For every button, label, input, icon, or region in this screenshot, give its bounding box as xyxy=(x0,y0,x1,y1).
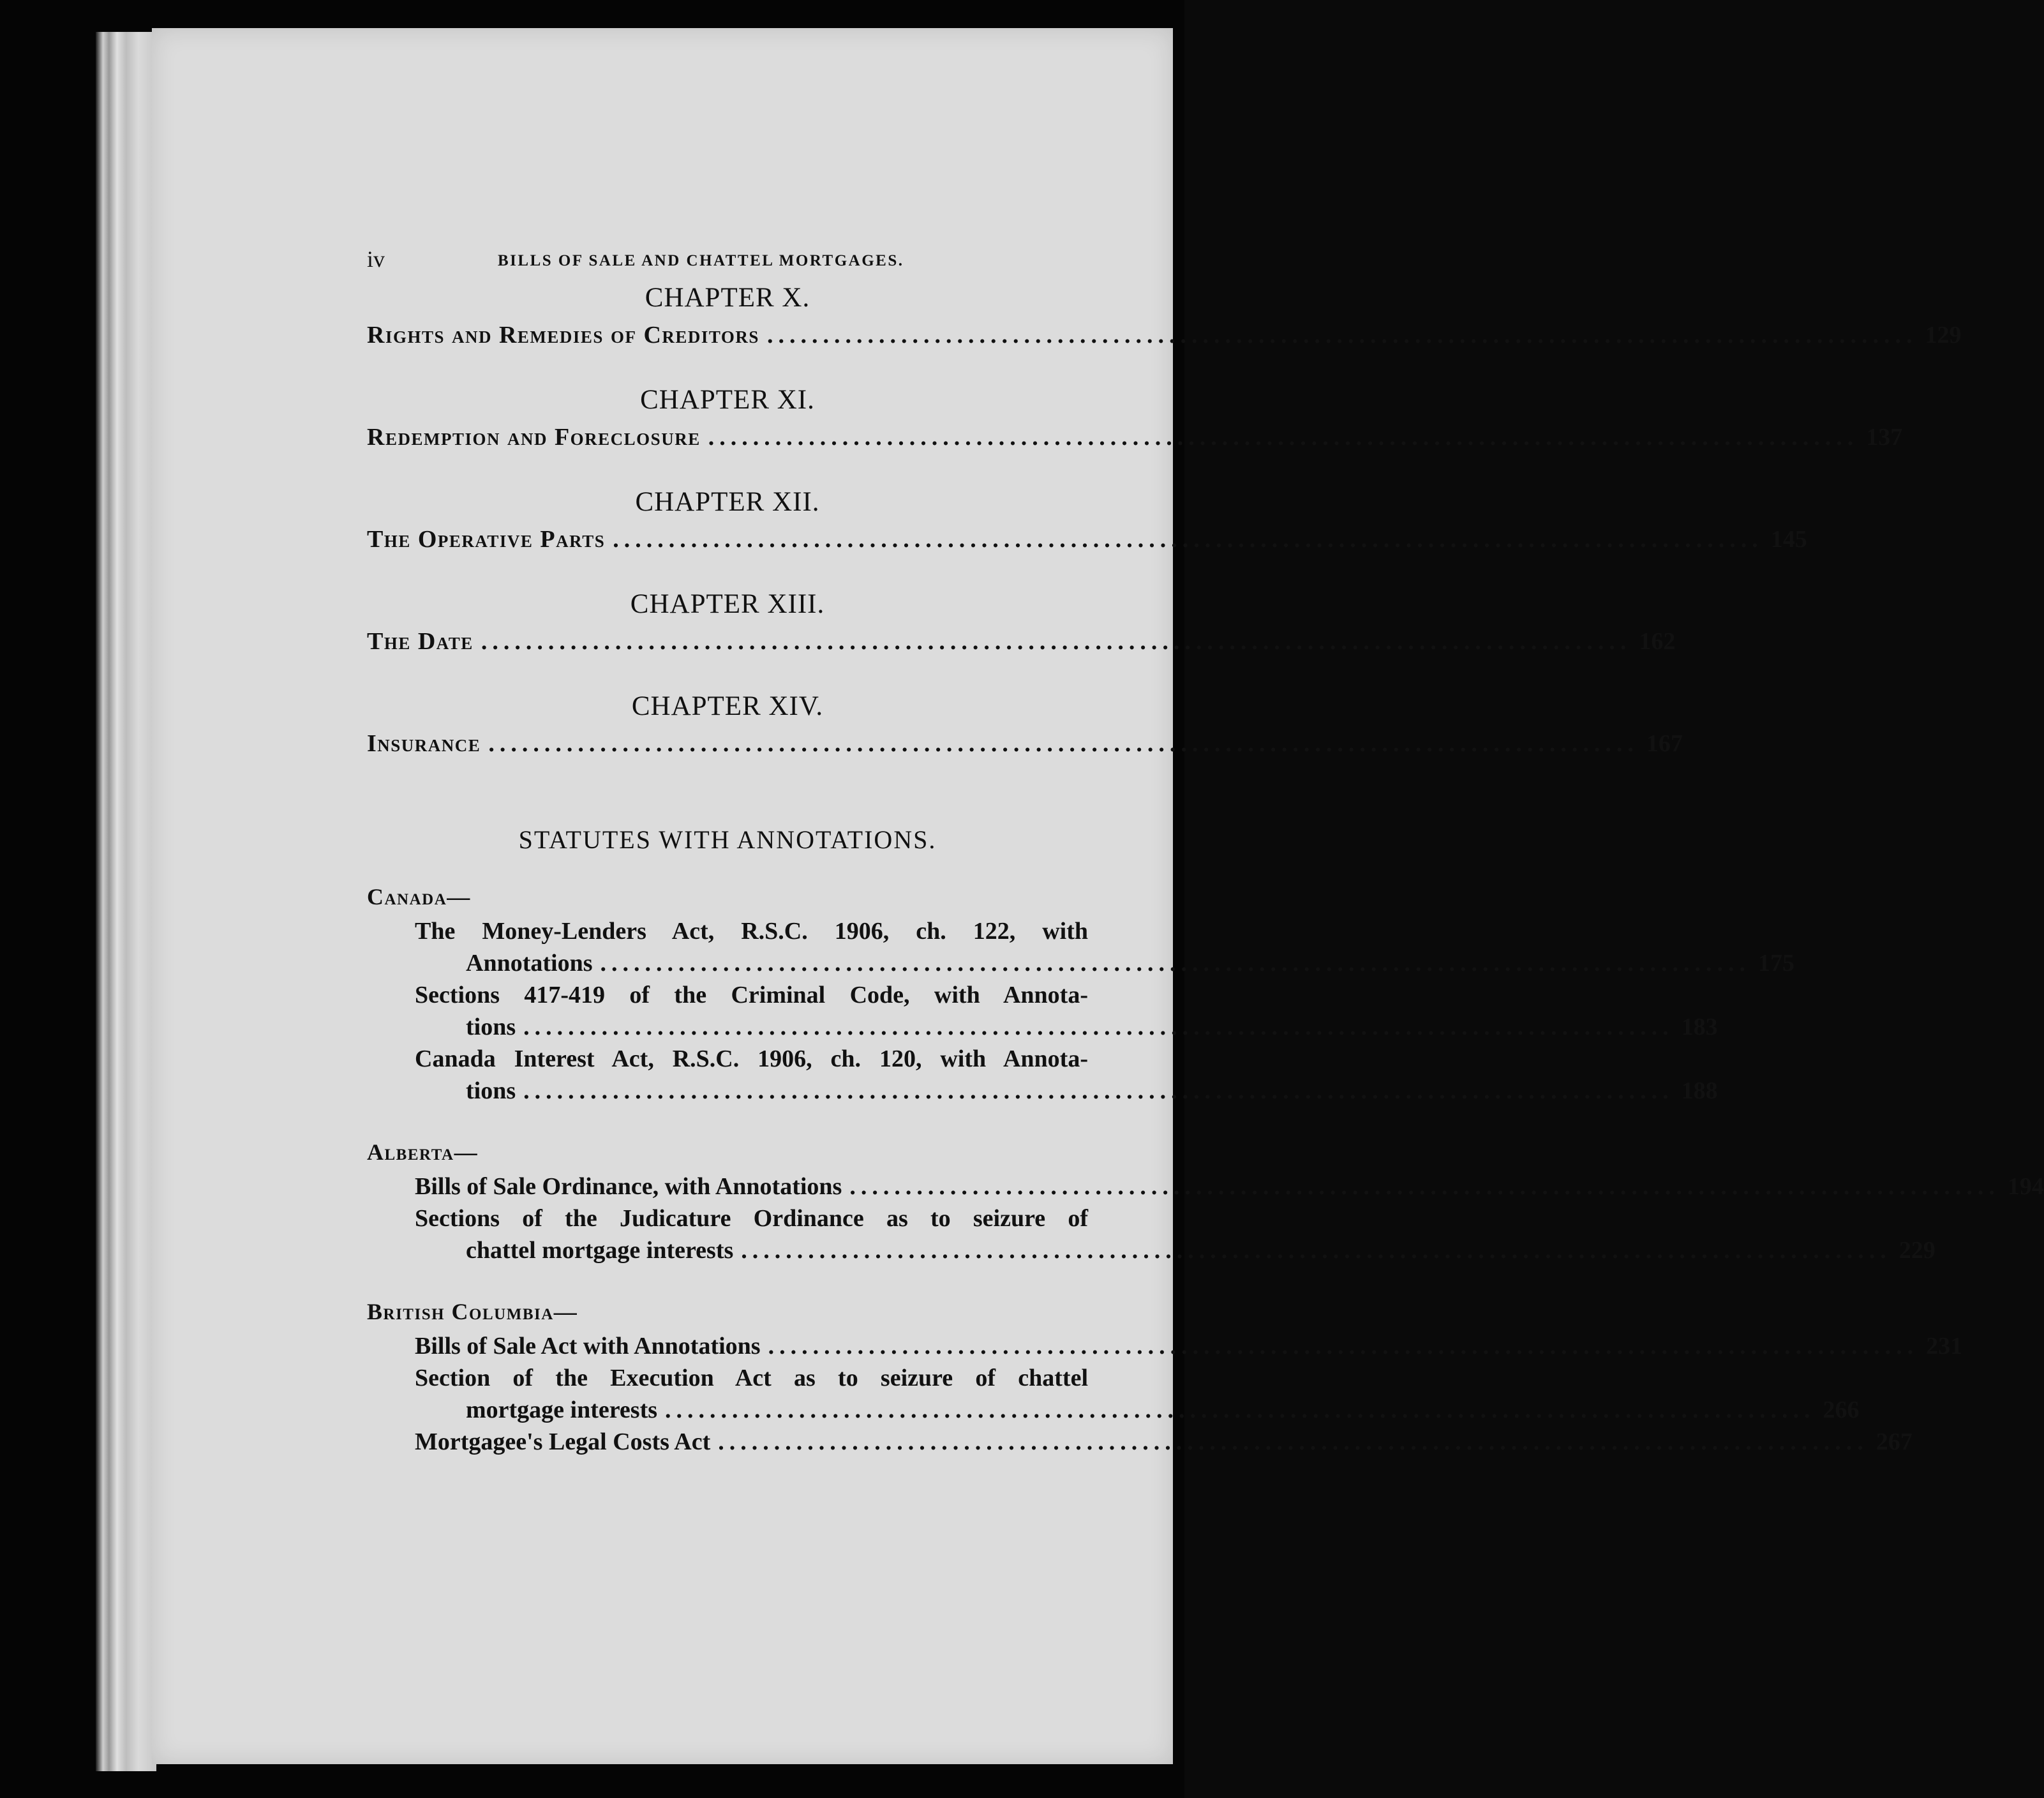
statute-title-end: tions xyxy=(466,1014,516,1040)
dot-leader: ....................................................................................................... xyxy=(523,1077,1674,1104)
page-reference: 167 xyxy=(1646,730,1683,757)
page-reference: 162 xyxy=(1639,628,1676,655)
dot-leader: ....................................................................................................... xyxy=(718,1428,1869,1455)
toc-row xyxy=(367,317,1962,354)
table-of-contents xyxy=(367,246,2044,1458)
chapter-title: Rights and Remedies of Creditors xyxy=(367,322,759,348)
statute-title-continuation xyxy=(466,947,1794,979)
toc-row xyxy=(367,521,1807,558)
dot-leader: ....................................................................................................... xyxy=(600,950,1750,977)
chapter-heading: CHAPTER XIV. xyxy=(631,691,824,721)
statute-title-continuation xyxy=(466,1075,1718,1107)
dot-leader: ....................................................................................................... xyxy=(488,730,1639,757)
statute-title-end: chattel mortgage interests xyxy=(466,1237,734,1264)
book-binding-edge xyxy=(96,32,156,1771)
dot-leader: ....................................................................................................... xyxy=(766,322,1918,348)
statute-title-end: mortgage interests xyxy=(466,1397,658,1423)
page-reference: 266 xyxy=(1823,1397,1860,1423)
toc-row xyxy=(367,623,1676,660)
toc-row xyxy=(367,725,1683,762)
province-label-canada: Canada— xyxy=(367,884,471,910)
statute-title-line: Sections 417-419 of the Criminal Code, with Annota- xyxy=(415,982,1088,1008)
statute-title-line: Section of the Execution Act as to seizure of chattel xyxy=(415,1365,1088,1391)
statute-entry xyxy=(415,915,1794,979)
chapter-heading: CHAPTER XIII. xyxy=(630,589,825,619)
chapter-title: The Operative Parts xyxy=(367,526,606,553)
toc-row xyxy=(367,419,1903,456)
chapter-entry xyxy=(367,586,1676,660)
dot-leader: ....................................................................................................... xyxy=(665,1397,1816,1423)
statutes-heading: STATUTES WITH ANNOTATIONS. xyxy=(518,825,937,854)
chapter-heading: CHAPTER X. xyxy=(645,283,810,313)
statute-entry xyxy=(415,1202,1936,1266)
page-reference: 145 xyxy=(1770,526,1807,553)
page-reference: 188 xyxy=(1681,1077,1718,1104)
dot-leader: ....................................................................................................... xyxy=(741,1237,1891,1264)
dot-leader: ....................................................................................................... xyxy=(481,628,1632,655)
statute-entry xyxy=(415,1362,1860,1426)
chapter-title: Insurance xyxy=(367,730,481,757)
statute-entry xyxy=(415,1171,2044,1202)
province-label-alberta: Alberta— xyxy=(367,1139,479,1165)
page-reference: 129 xyxy=(1925,322,1962,348)
page-number: iv xyxy=(367,246,385,272)
page-reference: 229 xyxy=(1899,1237,1936,1264)
page-reference: 267 xyxy=(1876,1428,1913,1455)
chapter-heading: CHAPTER XI. xyxy=(640,385,815,415)
statute-entry xyxy=(415,1330,1963,1362)
dot-leader: ....................................................................................................... xyxy=(849,1173,2000,1200)
statute-row xyxy=(415,1330,1963,1362)
page-reference: 231 xyxy=(1926,1333,1963,1360)
statute-row xyxy=(415,1426,1913,1458)
dot-leader: ....................................................................................................... xyxy=(768,1333,1919,1360)
chapter-entry xyxy=(367,688,1683,762)
page-header xyxy=(367,246,1088,281)
statute-title-continuation xyxy=(466,1011,1718,1043)
statute-title-continuation xyxy=(466,1234,1936,1266)
chapter-entry xyxy=(367,382,1903,456)
statute-entry xyxy=(415,1426,1913,1458)
page-reference: 137 xyxy=(1866,424,1903,451)
statute-title-line: Canada Interest Act, R.S.C. 1906, ch. 120, with Annota- xyxy=(415,1045,1088,1072)
dot-leader: ....................................................................................................... xyxy=(613,526,1763,553)
statute-title-line: Sections of the Judicature Ordinance as to seizure of xyxy=(415,1205,1088,1232)
chapter-heading: CHAPTER XII. xyxy=(635,487,820,517)
statute-title: Mortgagee's Legal Costs Act xyxy=(415,1428,711,1455)
chapter-entry xyxy=(367,484,1807,558)
page-reference: 183 xyxy=(1681,1014,1718,1040)
statute-title-continuation xyxy=(466,1394,1860,1426)
chapter-title: The Date xyxy=(367,628,474,655)
page-reference: 175 xyxy=(1758,950,1794,977)
running-head: BILLS OF SALE AND CHATTEL MORTGAGES. xyxy=(498,252,904,269)
statute-entry xyxy=(415,1043,1718,1107)
statute-entry xyxy=(415,979,1718,1043)
statute-title: Bills of Sale Ordinance, with Annotations xyxy=(415,1173,842,1200)
statute-title: Bills of Sale Act with Annotations xyxy=(415,1333,761,1360)
chapter-title: Redemption and Foreclosure xyxy=(367,424,701,451)
statute-title-line: The Money-Lenders Act, R.S.C. 1906, ch. 122, with xyxy=(415,918,1088,945)
province-label-british-columbia: British Columbia— xyxy=(367,1299,578,1324)
dot-leader: ....................................................................................................... xyxy=(523,1014,1674,1040)
statute-title-end: tions xyxy=(466,1077,516,1104)
statute-title-end: Annotations xyxy=(466,950,593,977)
page-reference: 194 xyxy=(2007,1173,2044,1200)
statute-row xyxy=(415,1171,2044,1202)
chapter-entry xyxy=(367,280,1962,354)
dot-leader: ....................................................................................................... xyxy=(708,424,1859,451)
